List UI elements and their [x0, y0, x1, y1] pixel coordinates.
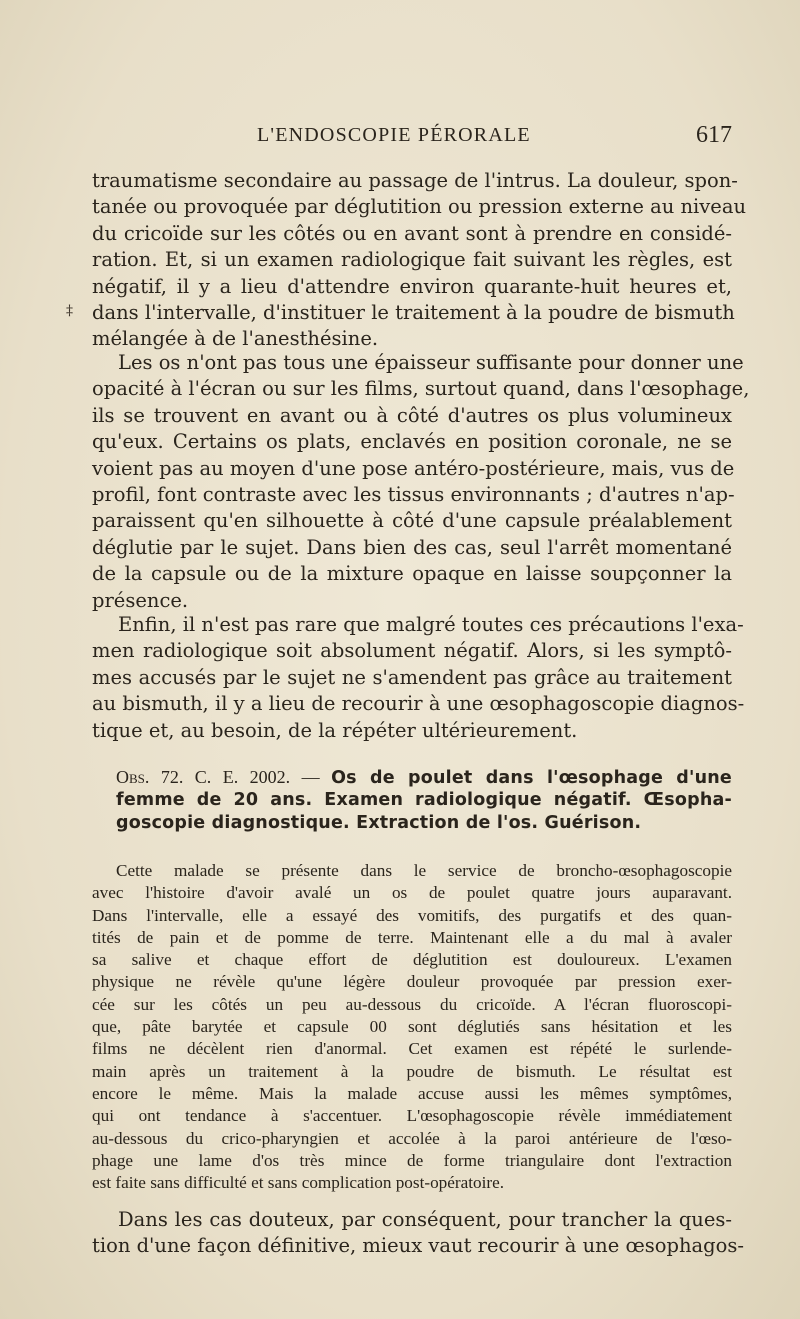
running-title: L'ENDOSCOPIE PÉRORALE	[257, 124, 531, 146]
text-line: avec l'histoire d'avoir avalé un os de poulet quatre jours auparavant.	[92, 883, 732, 903]
text-line: films ne décèlent rien d'anormal. Cet examen est répété le surlende-	[92, 1039, 732, 1059]
text-line: paraissent qu'en silhouette à côté d'une capsule préalablement	[92, 509, 732, 533]
margin-mark: ‡	[66, 303, 73, 319]
text-line: tique et, au besoin, de la répéter ultérieurement.	[92, 718, 578, 742]
text-line: traumatisme secondaire au passage de l'intrus. La douleur, spon-	[92, 169, 738, 192]
text-line: mélangée à de l'anesthésine.	[92, 327, 379, 351]
paragraph-2	[92, 350, 750, 614]
text-line: qu'eux. Certains os plats, enclavés en position coronale, ne se	[92, 430, 732, 454]
observation-heading	[116, 766, 732, 835]
observation-label: Obs. 72. C. E. 2002. —	[116, 767, 332, 787]
page-header	[92, 122, 732, 152]
text-line: Dans les cas douteux, par conséquent, pour trancher la ques-	[118, 1208, 732, 1231]
text-line: tités de pain et de pomme de terre. Maintenant elle a du mal à avaler	[92, 927, 732, 947]
text-line: dans l'intervalle, d'instituer le traitement à la poudre de bismuth	[92, 300, 735, 324]
observation-heading-line: goscopie diagnostique. Extraction de l'os. Guérison.	[116, 813, 642, 833]
text-line: tion d'une façon définitive, mieux vaut recourir à une œsophagos-	[92, 1234, 744, 1258]
text-line: mes accusés par le sujet ne s'amendent pas grâce au traitement	[92, 665, 732, 689]
text-line: négatif, il y a lieu d'attendre environ quarante-huit heures et,	[92, 274, 732, 298]
text-line: Les os n'ont pas tous une épaisseur suffisante pour donner une	[118, 351, 744, 374]
text-line: phage une lame d'os très mince de forme triangulaire dont l'extraction	[92, 1150, 732, 1170]
text-line: Cette malade se présente dans le service de broncho-œsophagoscopie	[116, 861, 732, 880]
text-line: du cricoïde sur les côtés ou en avant sont à prendre en considé-	[92, 221, 732, 245]
text-line: présence.	[92, 588, 189, 612]
text-line: cée sur les côtés un peu au-dessous du cricoïde. A l'écran fluoroscopi-	[92, 994, 732, 1014]
text-line: que, pâte barytée et capsule 00 sont déglutiés sans hésitation et les	[92, 1017, 732, 1037]
page-number: 617	[696, 122, 732, 148]
paragraph-4	[92, 1207, 744, 1260]
text-line: déglutie par le sujet. Dans bien des cas, seul l'arrêt momentané	[92, 535, 732, 559]
paragraph-3	[92, 612, 745, 744]
observation-heading-line	[116, 766, 732, 789]
text-line: de la capsule ou de la mixture opaque en laisse soupçonner la	[92, 562, 732, 586]
text-line: sa salive et chaque effort de déglutition est douloureux. L'examen	[92, 950, 732, 970]
text-line: ration. Et, si un examen radiologique fait suivant les règles, est	[92, 248, 732, 272]
text-line: voient pas au moyen d'une pose antéro-postérieure, mais, vus de	[92, 456, 735, 480]
text-line: encore le même. Mais la malade accuse aussi les mêmes symptômes,	[92, 1083, 732, 1103]
paragraph-1	[92, 168, 747, 353]
text-line: au bismuth, il y a lieu de recourir à une œsophagoscopie diagnos-	[92, 692, 745, 716]
text-line: au-dessous du crico-pharyngien et accolée à la paroi antérieure de l'œso-	[92, 1128, 732, 1148]
observation-body	[92, 860, 732, 1194]
text-line: Enfin, il n'est pas rare que malgré toutes ces précautions l'exa-	[118, 613, 744, 636]
text-line: est faite sans difficulté et sans complication post-opératoire.	[92, 1173, 505, 1193]
text-line: opacité à l'écran ou sur les films, surtout quand, dans l'œsophage,	[92, 377, 750, 401]
text-line: main après un traitement à la poudre de bismuth. Le résultat est	[92, 1061, 732, 1081]
text-line: tanée ou provoquée par déglutition ou pression externe au niveau	[92, 195, 747, 219]
observation-title: Os de poulet dans l'œsophage d'une	[331, 768, 732, 788]
text-line: ils se trouvent en avant ou à côté d'autres os plus volumineux	[92, 403, 732, 427]
observation-heading-line: femme de 20 ans. Examen radiologique négatif. Œsopha-	[116, 790, 732, 810]
text-line: men radiologique soit absolument négatif. Alors, si les symptô-	[92, 639, 732, 663]
text-line: profil, font contraste avec les tissus environnants ; d'autres n'ap-	[92, 482, 735, 506]
text-line: physique ne révèle qu'une légère douleur provoquée par pression exer-	[92, 972, 732, 992]
text-line: Dans l'intervalle, elle a essayé des vomitifs, des purgatifs et des quan-	[92, 905, 732, 925]
text-line: qui ont tendance à s'accentuer. L'œsophagoscopie révèle immédiatement	[92, 1106, 732, 1126]
